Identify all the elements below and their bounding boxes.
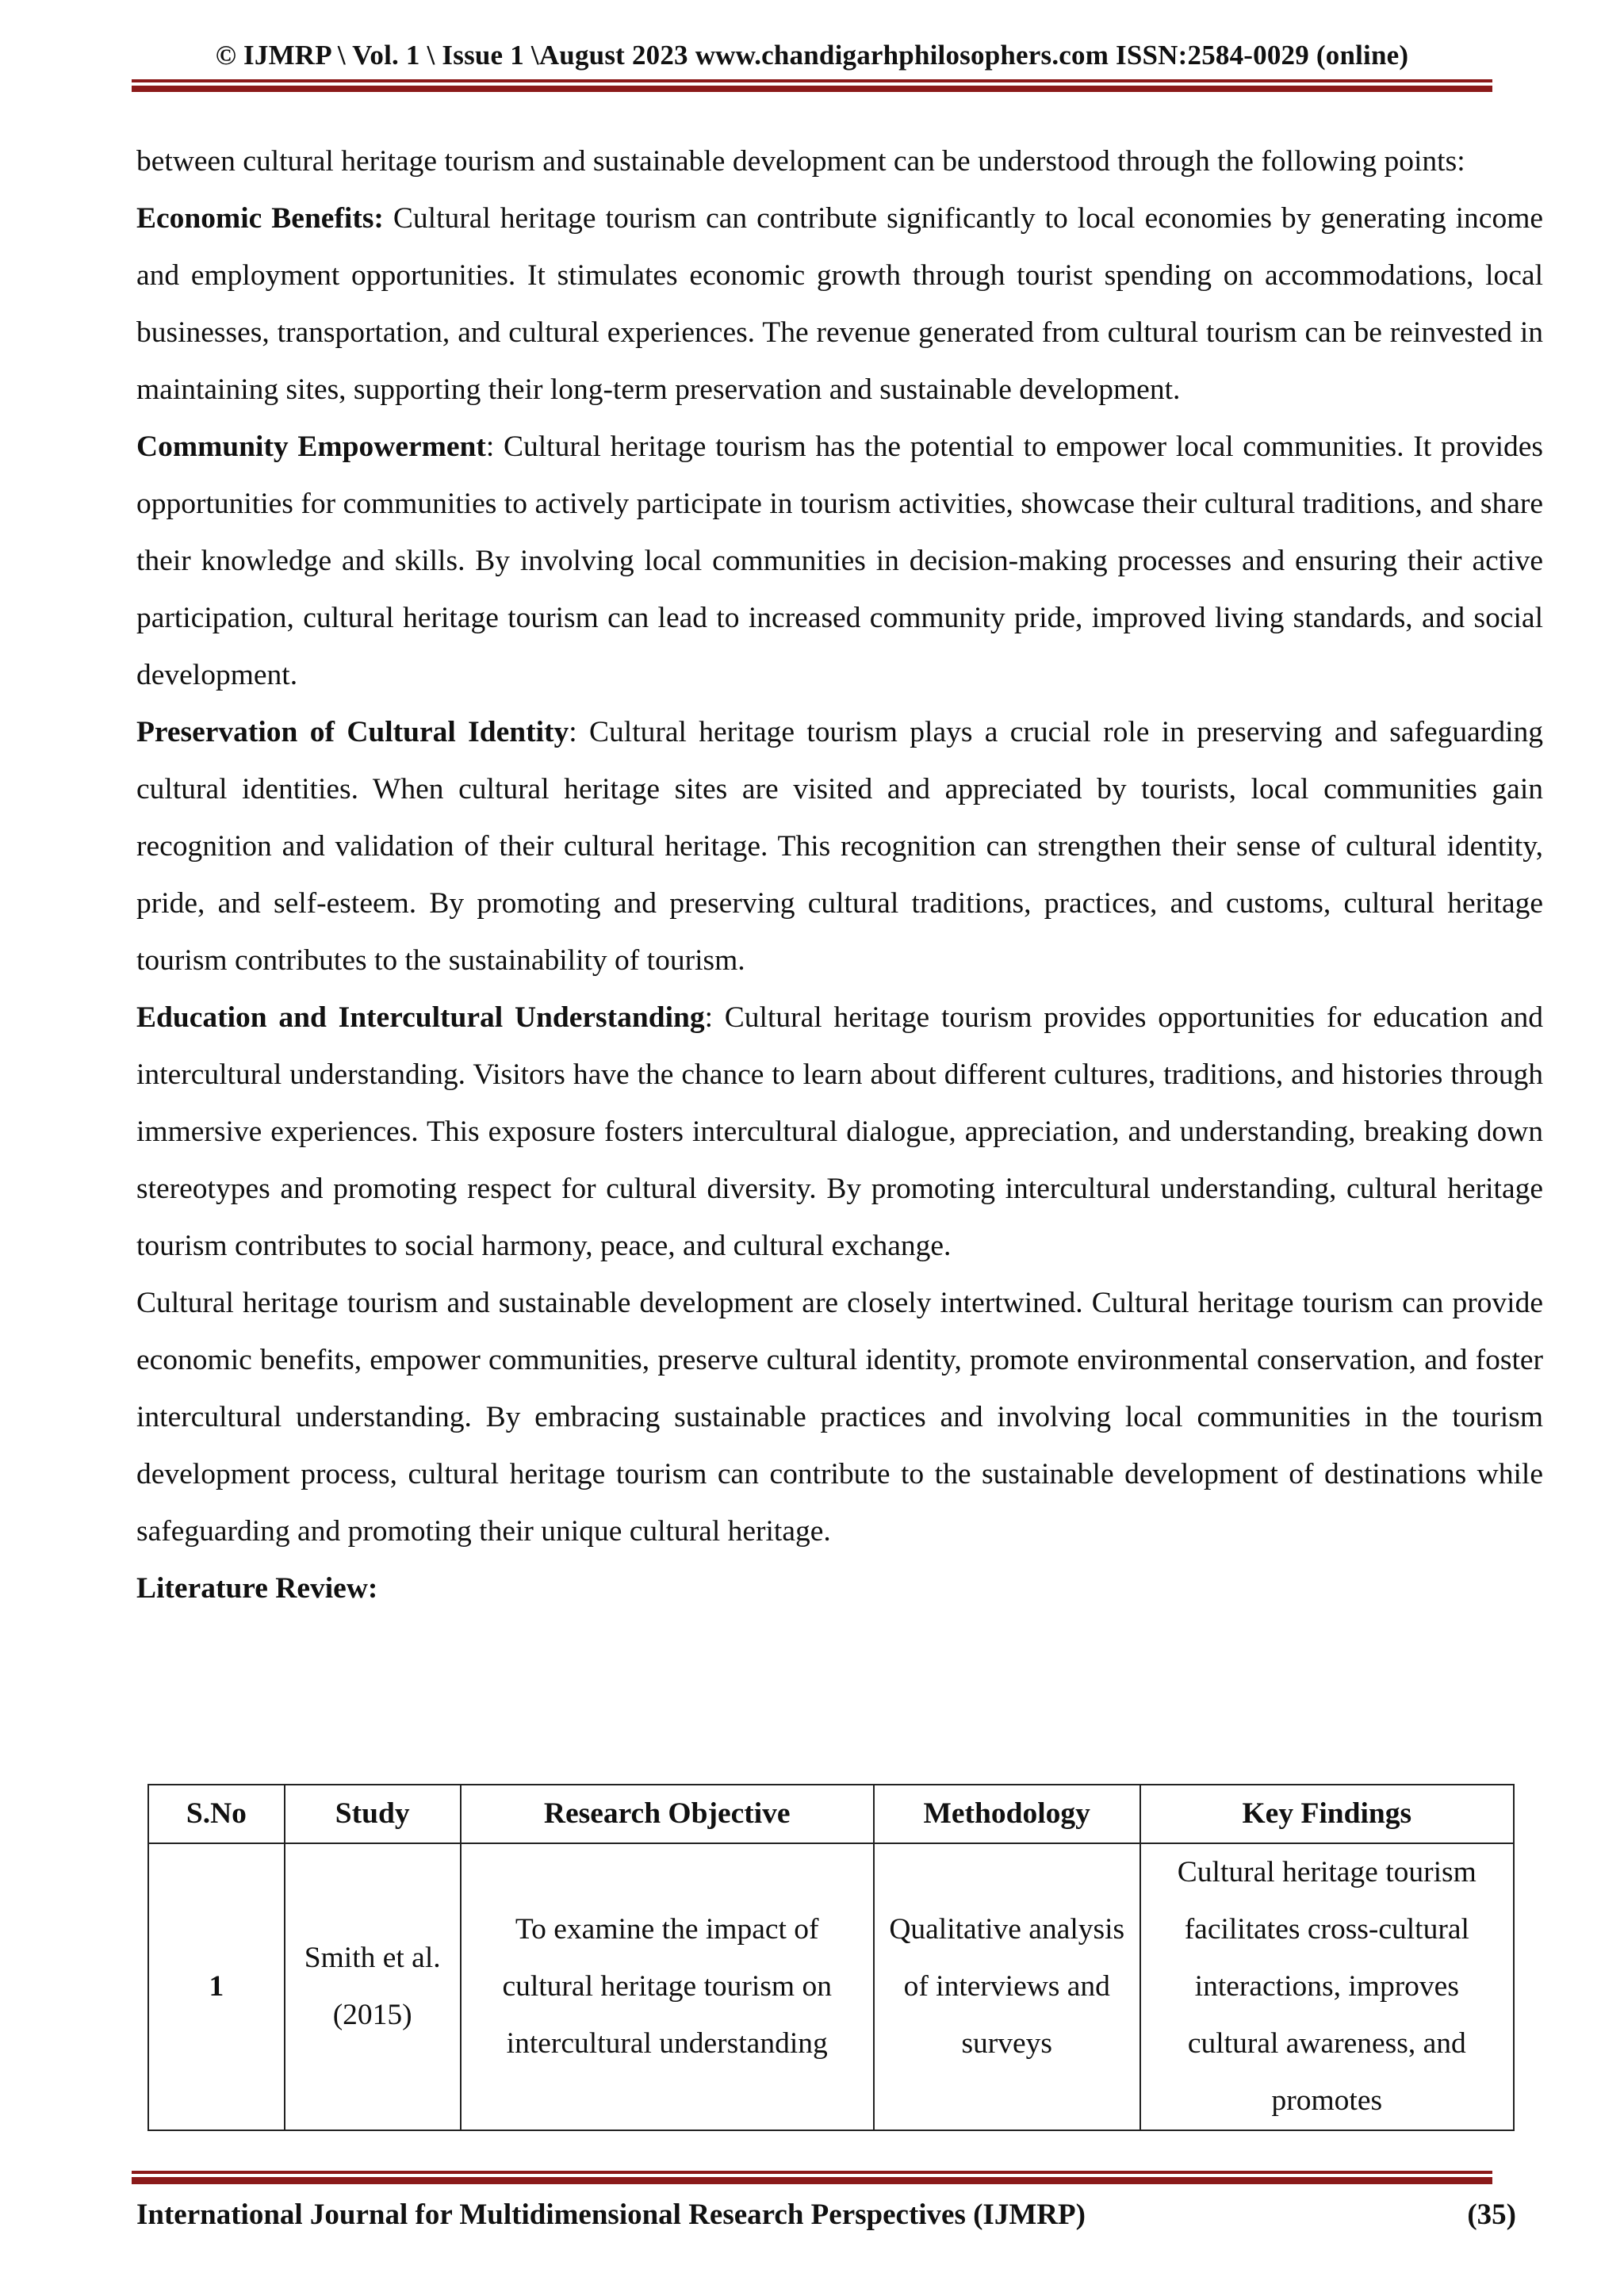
- header-key-findings: Key Findings: [1140, 1785, 1514, 1843]
- point-term: Education and Intercultural Understanding: [136, 1001, 705, 1034]
- header-rule-thin: [132, 79, 1492, 82]
- header-research-objective: Research Objective: [461, 1785, 874, 1843]
- point-term: Preservation of Cultural Identity: [136, 716, 569, 748]
- point-text: : Cultural heritage tourism provides opportunities for education and intercultural understanding. Visitors have the chance to learn about different cultures, traditions, and histories through immersive experiences. This exposure fosters intercultural dialogue, appreciation, and understanding, breaking down stereotypes and promoting respect for cultural diversity. By promoting intercultural understanding, cultural heritage tourism contributes to social harmony, peace, and cultural exchange.: [136, 1001, 1543, 1262]
- cell-methodology: Qualitative analysis of interviews and surveys: [874, 1843, 1140, 2130]
- header-methodology: Methodology: [874, 1785, 1140, 1843]
- footer-rule-thin: [132, 2171, 1492, 2174]
- point-economic-benefits: [136, 190, 1543, 419]
- table-row: [148, 1843, 1514, 2130]
- running-footer: [136, 2198, 1516, 2232]
- page-number: (35): [1467, 2198, 1516, 2231]
- intro-paragraph: between cultural heritage tourism and sustainable development can be understood through the following points:: [136, 145, 1465, 178]
- cell-research-objective: To examine the impact of cultural heritage tourism on intercultural understanding: [461, 1843, 874, 2130]
- point-cultural-identity: [136, 704, 1543, 989]
- header-study: Study: [285, 1785, 461, 1843]
- point-text: : Cultural heritage tourism has the potential to empower local communities. It provides opportunities for communities to actively participate in tourism activities, showcase their cultural traditions, and share their knowledge and skills. By involving local communities in decision-making processes and ensuring their active participation, cultural heritage tourism can lead to increased community pride, improved living standards, and social development.: [136, 430, 1543, 691]
- point-text: : Cultural heritage tourism plays a crucial role in preserving and safeguarding cultural identities. When cultural heritage sites are visited and appreciated by tourists, local communities gain recognition and validation of their cultural heritage. This recognition can strengthen their sense of cultural identity, pride, and self-esteem. By promoting and preserving cultural traditions, practices, and customs, cultural heritage tourism contributes to the sustainability of tourism.: [136, 716, 1543, 977]
- table-header-row: [148, 1785, 1514, 1843]
- point-text: Cultural heritage tourism can contribute significantly to local economies by generating income and employment opportunities. It stimulates economic growth through tourist spending on accommodations, local businesses, transportation, and cultural experiences. The revenue generated from cultural tourism can be reinvested in maintaining sites, supporting their long-term preservation and sustainable development.: [136, 202, 1544, 406]
- cell-key-findings: Cultural heritage tourism facilitates cross-cultural interactions, improves cultural awareness, and promotes: [1140, 1843, 1514, 2130]
- point-education-intercultural: [136, 989, 1543, 1275]
- cell-study: Smith et al. (2015): [285, 1843, 461, 2130]
- footer-rule-thick: [132, 2177, 1492, 2184]
- running-header: © IJMRP \ Vol. 1 \ Issue 1 \August 2023 www.chandigarhphilosophers.com ISSN:2584-0029 (online): [215, 40, 1409, 71]
- literature-review-table: [147, 1784, 1515, 2131]
- section-heading-literature-review: Literature Review:: [136, 1572, 378, 1605]
- point-term: Economic Benefits:: [136, 202, 384, 235]
- cell-sno: 1: [148, 1843, 285, 2130]
- point-term: Community Empowerment: [136, 430, 486, 463]
- body-text: [136, 133, 1543, 1617]
- footer-journal-name: International Journal for Multidimensional Research Perspectives (IJMRP): [136, 2198, 1086, 2231]
- header-rule-thick: [132, 86, 1492, 92]
- point-community-empowerment: [136, 419, 1543, 704]
- conclusion-paragraph: Cultural heritage tourism and sustainable development are closely intertwined. Cultural heritage tourism can provide economic benefits, empower communities, preserve cultural identity, promote environmental conservation, and foster intercultural understanding. By embracing sustainable practices and involving local communities in the tourism development process, cultural heritage tourism can contribute to the sustainable development of destinations while safeguarding and promoting their unique cultural heritage.: [136, 1287, 1543, 1548]
- header-sno: S.No: [148, 1785, 285, 1843]
